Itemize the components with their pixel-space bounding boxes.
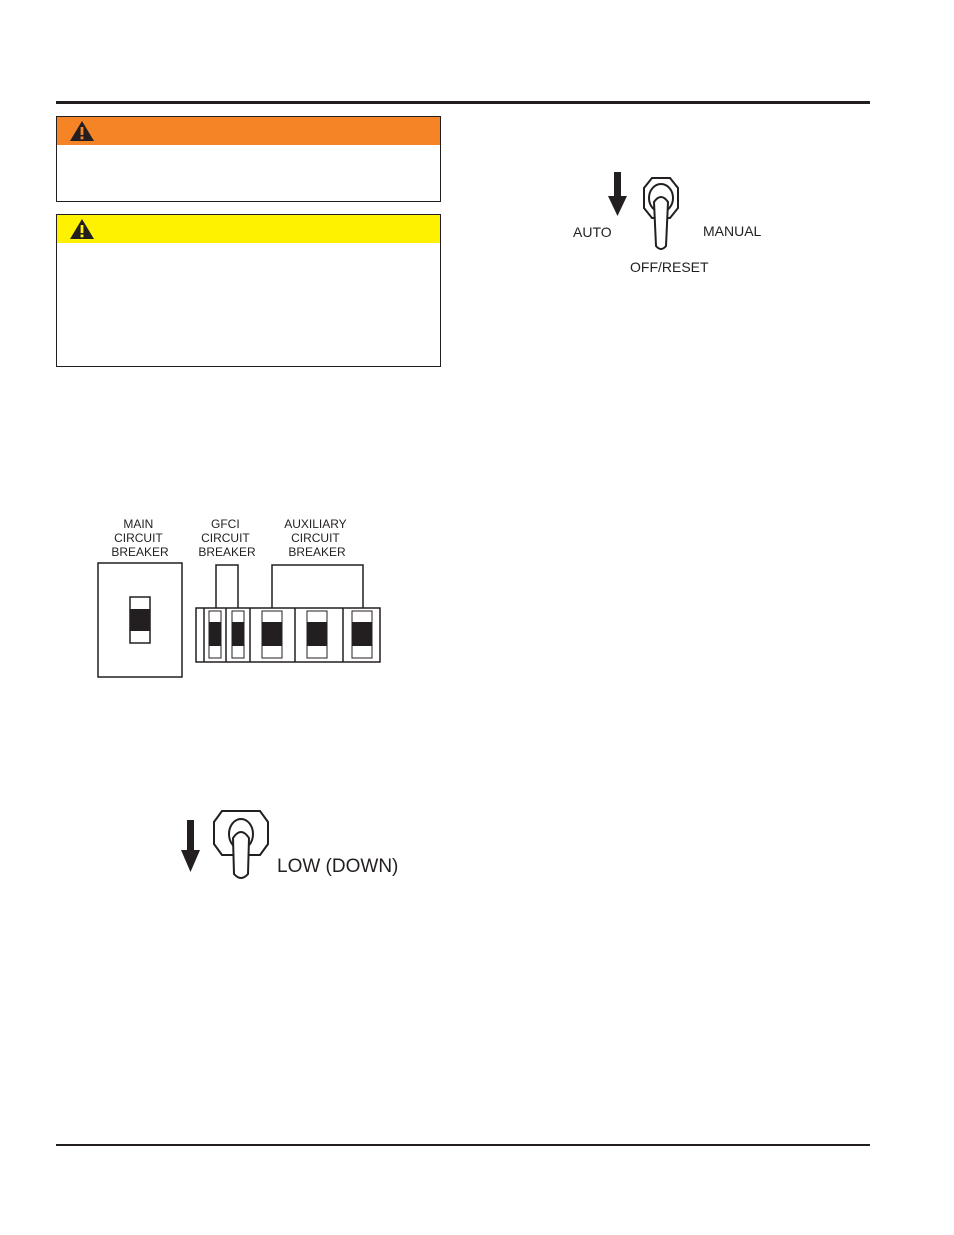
gfci-bracket [216, 565, 238, 608]
gfci-breaker-switch-1 [209, 611, 221, 658]
gfci-breaker-switch-2 [232, 611, 244, 658]
circuit-breakers-figure [90, 515, 390, 685]
toggle-switch-icon [214, 811, 268, 878]
off-reset-label: OFF/RESET [630, 259, 709, 275]
low-down-label: LOW (DOWN) [277, 856, 399, 877]
down-arrow-icon [181, 820, 200, 872]
warning-header-bar [57, 117, 440, 145]
down-arrow-icon [608, 172, 627, 216]
aux-breaker-label: AUXILIARY CIRCUIT BREAKER [284, 517, 347, 559]
warning-triangle-icon [69, 218, 95, 240]
auto-manual-switch-figure [560, 168, 790, 283]
caution-callout [56, 214, 441, 367]
aux-breaker-switch-2 [307, 611, 327, 658]
warning-triangle-icon [69, 120, 95, 142]
aux-breaker-switch-1 [262, 611, 282, 658]
footer-rule [56, 1144, 870, 1146]
aux-breaker-switch-3 [352, 611, 372, 658]
main-circuit-breaker [98, 563, 182, 677]
main-breaker-label: MAIN CIRCUIT BREAKER [111, 517, 169, 559]
header-rule [56, 101, 870, 104]
toggle-switch-icon [644, 178, 678, 249]
warning-callout [56, 116, 441, 202]
low-down-switch-figure [176, 806, 416, 886]
manual-label: MANUAL [703, 223, 762, 239]
auto-label: AUTO [573, 224, 612, 240]
aux-bracket [272, 565, 363, 608]
gfci-breaker-label: GFCI CIRCUIT BREAKER [198, 517, 256, 559]
caution-header-bar [57, 215, 440, 243]
